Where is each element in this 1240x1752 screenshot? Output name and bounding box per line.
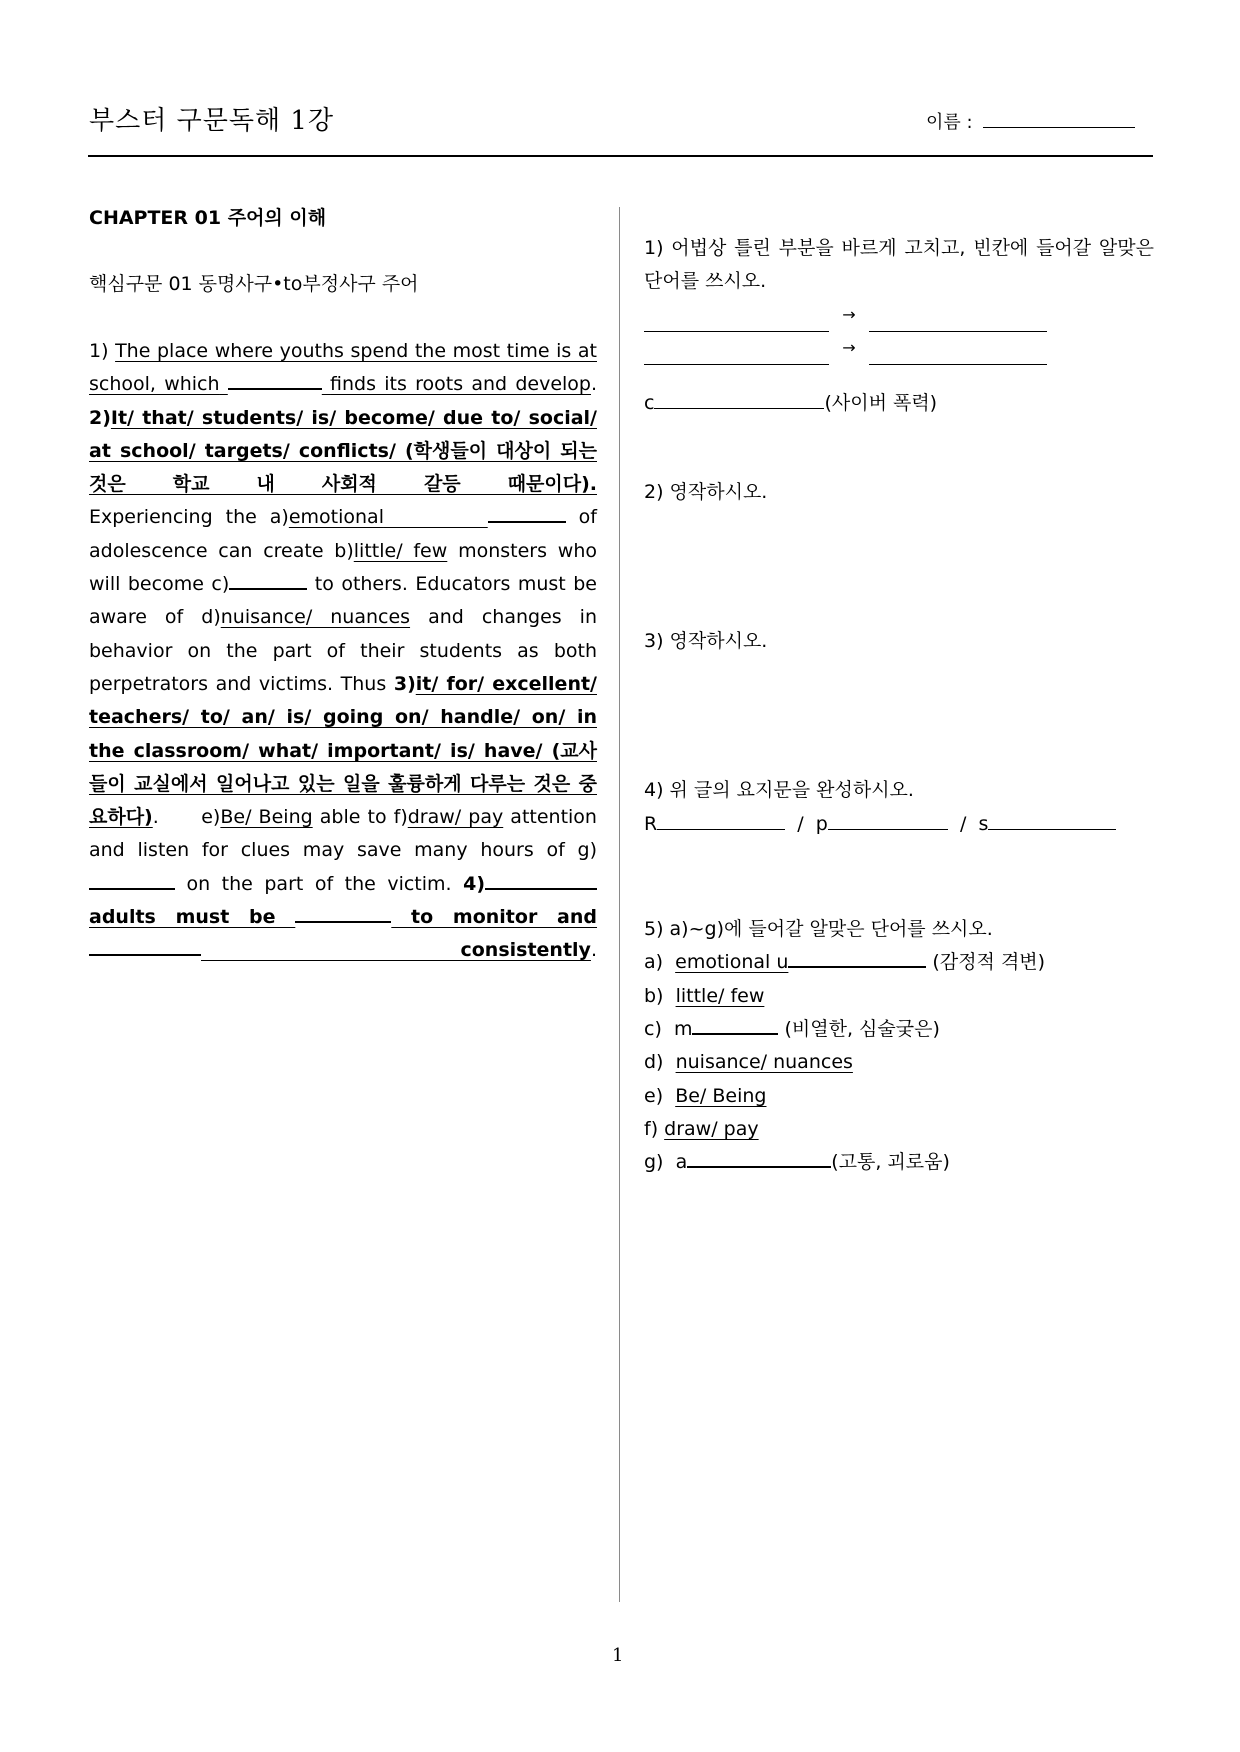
name-blank[interactable]	[983, 111, 1135, 128]
correction-row-1	[644, 299, 1154, 332]
sentence-4-number: 4)	[463, 872, 485, 895]
answer-item-b: b) little/ few	[644, 984, 765, 1007]
question-4-title: 4) 위 글의 요지문을 완성하시오.	[644, 779, 914, 802]
header-rule	[88, 155, 1153, 157]
choice-b: little/ few	[353, 539, 448, 562]
correct-part-blank-2[interactable]	[869, 342, 1047, 365]
blank-4-2[interactable]	[295, 901, 391, 923]
sentence-2-scramble: It/ that/ students/ is/ become/ due to/ social/ at school/ targets/ conflicts/ (학생들이 대상이 되는 것은 학교 내 사회적 갈등 때문이다).	[89, 406, 597, 496]
answer-item-c: c) m (비열한, 심술궂은)	[644, 1013, 1154, 1046]
question-5	[644, 913, 1154, 1179]
answer-item-d: d) nuisance/ nuances	[644, 1051, 853, 1074]
wrong-part-blank-2[interactable]	[644, 342, 829, 365]
sentence-3-scramble: it/ for/ excellent/ teachers/ to/ an/ is/ going on/ handle/ on/ in the classroom/ what/ important/ is/ have/ (교사들이 교실에서 일어나고 있는 일을 훌륭하게 다루는 것은 중요하다)	[89, 672, 597, 829]
sentence-1-number: 1)	[89, 340, 116, 362]
blank-g[interactable]	[89, 868, 175, 890]
choice-d: nuisance/ nuances	[220, 606, 411, 629]
page-title: 부스터 구문독해 1강	[89, 106, 334, 136]
summary-blank-r[interactable]	[657, 809, 785, 830]
wrong-part-blank-1[interactable]	[644, 309, 829, 332]
cyber-violence-item: c (사이버 폭력)	[644, 387, 1154, 420]
answer-blank-a[interactable]	[788, 946, 926, 968]
blank-4-3[interactable]	[89, 934, 201, 956]
correct-part-blank-1[interactable]	[869, 309, 1047, 332]
sentence-4-summary: adults must be to monitor and consistently	[89, 873, 597, 962]
cyber-violence-blank[interactable]	[654, 388, 824, 409]
arrow-icon: →	[842, 305, 856, 325]
question-1	[644, 232, 1154, 420]
answer-item-a: a) emotional u (감정적 격변)	[644, 946, 1154, 979]
answer-item-f: f) draw/ pay	[644, 1117, 759, 1140]
core-section-heading: 핵심구문 01 동명사구•to부정사구 주어	[89, 273, 419, 295]
answer-item-e: e) Be/ Being	[644, 1084, 767, 1107]
sentence-2-number: 2)	[89, 406, 111, 429]
question-1-title: 1) 어법상 틀린 부분을 바르게 고치고, 빈칸에 들어갈 알맞은 단어를 쓰시오.	[644, 237, 1154, 293]
blank-c[interactable]	[229, 568, 307, 590]
left-column	[89, 203, 597, 968]
answer-blank-g[interactable]	[687, 1146, 831, 1168]
question-5-title: 5) a)~g)에 들어갈 알맞은 단어를 쓰시오.	[644, 918, 993, 941]
choice-a: emotional	[289, 506, 566, 528]
summary-row: R / p / s	[644, 808, 1154, 841]
blank-a[interactable]	[488, 501, 566, 523]
right-column	[644, 232, 1154, 1179]
blank-sentence-1[interactable]	[228, 368, 322, 390]
name-label: 이름 :	[926, 112, 973, 133]
question-2-title: 2) 영작하시오.	[644, 480, 768, 503]
chapter-heading: CHAPTER 01 주어의 이해	[89, 207, 327, 229]
answer-item-g: g) a (고통, 괴로움)	[644, 1146, 1154, 1179]
arrow-icon: →	[842, 338, 856, 358]
sentence-3-number: 3)	[393, 672, 416, 695]
reading-passage: 1) The place where youths spend the most time is at school, which finds its roots and develop. 2)It/ that/ students/ is/ become/ due to/ social/ at school/ targets/ conflicts/ (학생들이 대상이 되는 것은 학교 내 사회적 갈등 때문이다). Experiencing the a)emotional of adolescence can create b)little/ few monsters who will become c) to others. Educators must be aware of d)nuisance/ nuances and changes in behavior on the part of their students as both perpetrators and victims. Thus 3)it/ for/ excellent/ teachers/ to/ an/ is/ going on/ handle/ on/ in the classroom/ what/ important/ is/ have/ (교사들이 교실에서 일어나고 있는 일을 훌륭하게 다루는 것은 중요하다). e)Be/ Being able to f)draw/ pay attention and listen for clues may save many hours of g) on the part of the victim. 4) adults must be to monitor and consistently.	[89, 340, 598, 962]
choice-e: Be/ Being	[220, 806, 313, 829]
answer-blank-c[interactable]	[692, 1013, 778, 1035]
summary-blank-p[interactable]	[828, 809, 948, 830]
column-divider	[619, 207, 620, 1602]
correction-row-2	[644, 332, 1154, 365]
choice-f: draw/ pay	[407, 806, 504, 829]
page-number: 1	[612, 1645, 624, 1666]
blank-4-1[interactable]	[485, 868, 597, 890]
sentence-1-part-a: The place where youths spend the most time is at school, which finds its roots and develop	[89, 340, 597, 396]
question-3-title: 3) 영작하시오.	[644, 630, 768, 653]
summary-blank-s[interactable]	[988, 809, 1116, 830]
question-4	[644, 774, 1154, 841]
name-field	[926, 108, 1135, 134]
